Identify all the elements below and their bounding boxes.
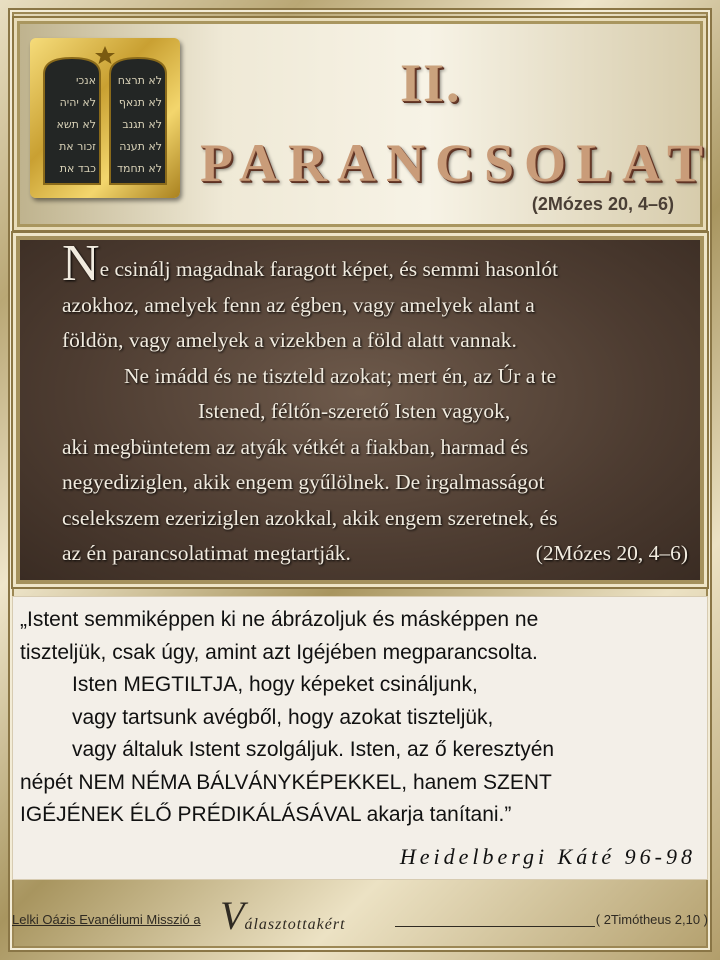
scripture-text <box>62 235 692 572</box>
footer-brand <box>220 893 346 938</box>
tablet-left-line: אנכי <box>75 74 96 87</box>
header-panel <box>20 24 714 224</box>
title-reference: (2Mózes 20, 4–6) <box>531 194 674 214</box>
scripture-line: azokhoz, amelyek fenn az égben, vagy amelyek alant a <box>62 292 535 317</box>
tablet-right-line: לא תענה <box>119 140 162 153</box>
scripture-line: Ne imádd és ne tiszteld azokat; mert én, az Úr a te <box>124 363 557 388</box>
footer-mission-name: Lelki Oázis Evanéliumi Misszió a <box>12 912 201 927</box>
catechism-line: vagy tartsunk avégből, hogy azokat tiszteljük, <box>72 705 494 729</box>
catechism-text <box>20 604 704 832</box>
catechism-line: népét NEM NÉMA BÁLVÁNYKÉPEKKEL, hanem SZENT <box>20 770 552 794</box>
catechism-line: „Istent semmiképpen ki ne ábrázoljuk és másképpen ne <box>20 608 539 631</box>
scripture-line-text: e csinálj magadnak faragott képet, és semmi hasonlót <box>99 257 559 281</box>
catechism-line: IGÉJÉNEK ÉLŐ PRÉDIKÁLÁSÁVAL akarja tanítani.” <box>20 803 512 826</box>
tablet-left-line: לא תשא <box>56 118 96 131</box>
footer-brand-rest: álasztottakért <box>244 916 346 933</box>
tablet-left-line: זכור את <box>59 140 96 153</box>
dropcap: N <box>62 235 100 292</box>
footer <box>12 893 708 938</box>
tablet-right-line: לא תרצח <box>117 74 162 87</box>
catechism-line: Isten MEGTILTJA, hogy képeket csináljunk, <box>72 673 478 696</box>
commandment-tablets-image <box>30 38 180 198</box>
scripture-line: földön, vagy amelyek a vizekben a föld alatt vannak. <box>62 328 517 352</box>
page-title: PARANCSOLAT <box>200 133 714 193</box>
scripture-line: aki megbüntetem az atyák vétkét a fiakban, harmad és <box>62 434 529 459</box>
tablet-right-line: לא תחמד <box>117 162 162 175</box>
scripture-line-text: az én parancsolatimat megtartják. <box>62 541 351 565</box>
scripture-line <box>62 235 692 292</box>
catechism-line: tiszteljük, csak úgy, amint azt Igéjében megparancsolta. <box>20 640 538 664</box>
tablet-right-line: לא תגנב <box>122 118 162 131</box>
tablets-icon <box>38 44 172 192</box>
scripture-reference: (2Mózes 20, 4–6) <box>535 541 688 565</box>
scripture-line: cselekszem ezeriziglen azokkal, akik engem szeretnek, és <box>62 505 558 530</box>
commandment-number: II. <box>400 53 462 113</box>
scripture-line: negyediziglen, akik engem gyűlölnek. De irgalmasságot <box>62 470 545 494</box>
tablet-left-line: לא יהיה <box>59 96 96 109</box>
catechism-panel <box>12 596 708 880</box>
catechism-source: Heidelbergi Káté 96-98 <box>399 844 696 869</box>
scripture-panel <box>20 235 700 580</box>
scripture-line <box>62 536 692 572</box>
footer-reference: ( 2Timótheus 2,10 ) <box>595 912 708 927</box>
tablet-right-line: לא תנאף <box>118 96 162 109</box>
catechism-line: vagy általuk Istent szolgáljuk. Isten, az ő keresztyén <box>72 738 555 761</box>
footer-divider <box>395 926 595 927</box>
scripture-line: Istened, féltőn-szerető Isten vagyok, <box>198 399 511 423</box>
tablet-left-line: כבד את <box>59 162 96 175</box>
footer-brand-initial: V <box>220 893 245 938</box>
